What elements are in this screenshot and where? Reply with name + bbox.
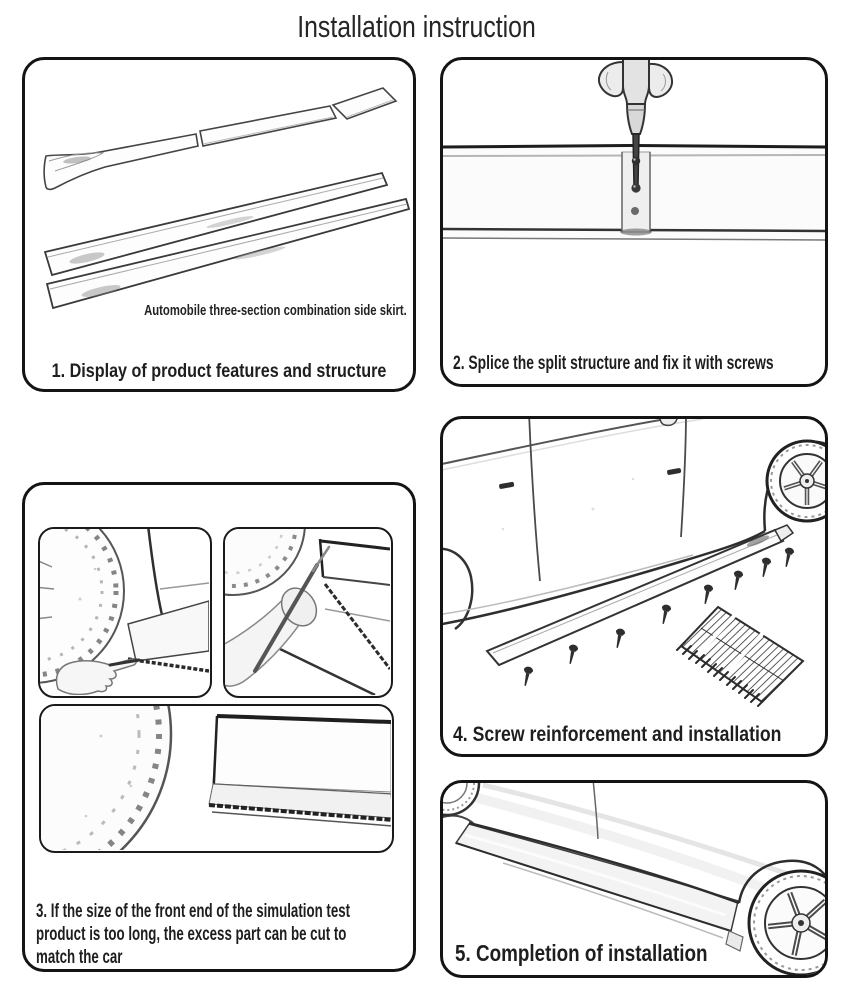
panel-step-4 [440, 416, 828, 757]
mark-cut-wheel-illustration [40, 529, 209, 695]
screw-strip-pack [677, 607, 803, 706]
skirt-end-piece [209, 716, 391, 826]
marking-hand [57, 659, 140, 695]
step-2-caption: 2. Splice the split structure and fix it with screws [453, 353, 774, 374]
split-piece-front [44, 134, 198, 189]
panel-step-2 [440, 57, 828, 387]
step-1-caption: 1. Display of product features and structure [51, 361, 387, 382]
tire [40, 529, 124, 683]
product-note: Automobile three-section combination side skirt. [144, 303, 407, 319]
split-piece-right [333, 88, 396, 119]
step-3-line-2: product is too long, the excess part can be cut to [36, 924, 347, 945]
step-3-line-3: match the car [36, 947, 123, 968]
trimmed-skirt-wheel-illustration [41, 706, 391, 850]
step-4-caption: 4. Screw reinforcement and installation [453, 723, 782, 746]
subframe-mark-cut [38, 527, 212, 698]
subframe-trimmed-skirt [39, 704, 394, 853]
front-wheel-arch [443, 549, 472, 629]
subframe-cut-closeup [223, 527, 393, 698]
page-title: Installation instruction [297, 9, 536, 44]
panel-step-5 [440, 780, 828, 978]
side-mirror [660, 419, 677, 425]
fender-and-skirt [128, 529, 209, 671]
car-screws-illustration [443, 419, 825, 754]
door-handle [499, 482, 515, 490]
step-3-line-1: 3. If the size of the front end of the simulation test [36, 901, 351, 922]
tire [225, 529, 305, 595]
rear-wheel-icon [767, 441, 825, 521]
cut-closeup-illustration [225, 529, 390, 695]
door-handle [667, 468, 682, 475]
step-3-caption [36, 900, 416, 969]
tire [41, 706, 171, 850]
screwdriver-splice-illustration [443, 60, 825, 384]
installed-skirt [456, 823, 743, 951]
split-piece-middle [200, 106, 336, 146]
step-5-caption: 5. Completion of installation [455, 940, 708, 966]
panel-step-3 [22, 482, 416, 972]
panel-step-1 [22, 57, 416, 392]
side-skirt-pieces-illustration [25, 60, 413, 389]
front-wheel-icon [443, 783, 479, 815]
